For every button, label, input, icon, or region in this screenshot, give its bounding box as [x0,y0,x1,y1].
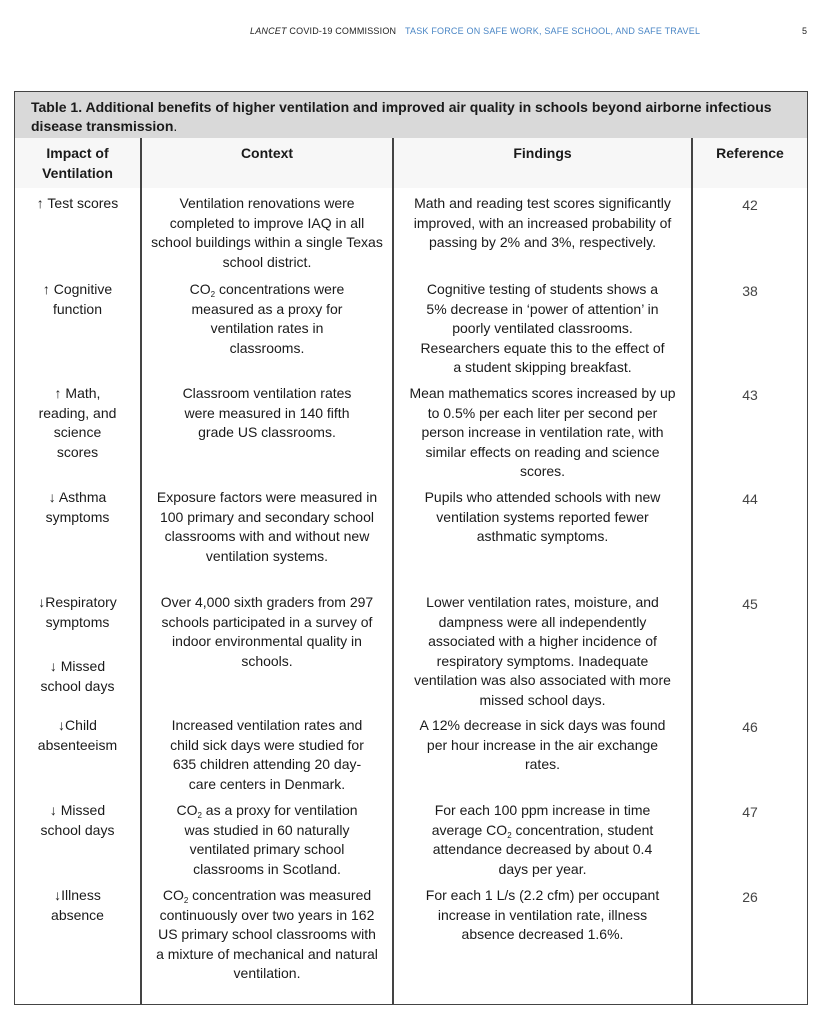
findings-cell: Mean mathematics scores increased by up to 0.5% per each liter per second per person increase in ventilation rate, with similar effects on reading and science scores. [409,385,676,479]
context-cell: Ventilation renovations were completed to improve IAQ in all school buildings within a single Texas school district. [151,195,383,270]
impact-cell: ↑ Test scores [36,195,119,211]
context-cell: $CO_2$ concentrations were measured as a proxy for ventilation rates in classrooms. [189,281,345,356]
impact-cell: ↓Illness absence [51,887,104,923]
header-reference: Reference [716,145,784,161]
page-number: 5 [802,26,808,36]
findings-cell: A 12% decrease in sick days was found per hour increase in the air exchange rates. [419,717,666,772]
task-force-title: TASK FORCE ON SAFE WORK, SAFE SCHOOL, AND SAFE TRAVEL [405,26,701,36]
reference-cell: 42 [742,197,758,213]
commission-title: LANCET COVID-19 COMMISSION [250,26,397,36]
reference-cell: 46 [742,719,758,735]
findings-cell: Cognitive testing of students shows a 5% decrease in ‘power of attention’ in poorly ventilated classrooms. Researchers equate this to the effect of a student skipping breakfast. [420,281,665,375]
context-cell: $CO_2$ as a proxy for ventilation was studied in 60 naturally ventilated primary school classrooms in Scotland. [176,802,358,877]
reference-cell: 26 [742,889,758,905]
context-cell: Classroom ventilation rates were measured in 140 fifth grade US classrooms. [182,385,352,440]
findings-cell: Lower ventilation rates, moisture, and dampness were all independently associated with a higher incidence of respiratory symptoms. Inadequate ventilation was also associated with more missed school days. [414,594,671,708]
reference-cell: 45 [742,596,758,612]
context-cell: $CO_2$ concentration was measured continuously over two years in 162 US primary school classrooms with a mixture of mechanical and natural ventilation. [156,887,378,981]
findings-cell: Pupils who attended schools with new ventilation systems reported fewer asthmatic symptoms. [424,489,661,544]
header-findings: Findings [513,145,572,161]
header-impact: Impact of Ventilation [42,145,113,181]
column-divider [691,138,693,1004]
table-header-row [15,138,807,188]
impact-cell: ↓ Missed school days [40,658,115,694]
impact-cell: ↓Respiratory symptoms [38,594,117,630]
context-cell: Exposure factors were measured in 100 primary and secondary school classrooms with and without new ventilation systems. [156,489,378,564]
impact-cell: ↓ Asthma symptoms [45,489,110,525]
findings-cell: Math and reading test scores significantly improved, with an increased probability of passing by 2% and 3%, respectively. [413,195,672,250]
table-caption: Table 1. Additional benefits of higher ventilation and improved air quality in schools beyond airborne infectious disease transmission. [15,92,807,138]
impact-cell: ↑ Cognitive function [42,281,113,317]
running-header [0,26,828,40]
context-cell: Increased ventilation rates and child sick days were studied for 635 children attending 20 day-care centers in Denmark. [170,717,364,792]
impact-cell: ↓ Missed school days [40,802,115,838]
header-context: Context [240,145,294,161]
impact-cell: ↓Child absenteeism [37,717,118,753]
benefits-table [14,91,808,1005]
reference-cell: 43 [742,387,758,403]
findings-cell: For each 100 ppm increase in time average $CO_2$ concentration, student attendance decreased by about 0.4 days per year. [431,802,654,877]
impact-cell: ↑ Math, reading, and science scores [38,385,117,460]
findings-cell: For each 1 L/s (2.2 cfm) per occupant increase in ventilation rate, illness absence decreased 1.6%. [425,887,660,942]
reference-cell: 44 [742,491,758,507]
reference-cell: 47 [742,804,758,820]
reference-cell: 38 [742,283,758,299]
context-cell: Over 4,000 sixth graders from 297 schools participated in a survey of indoor environmental quality in schools. [160,594,374,669]
